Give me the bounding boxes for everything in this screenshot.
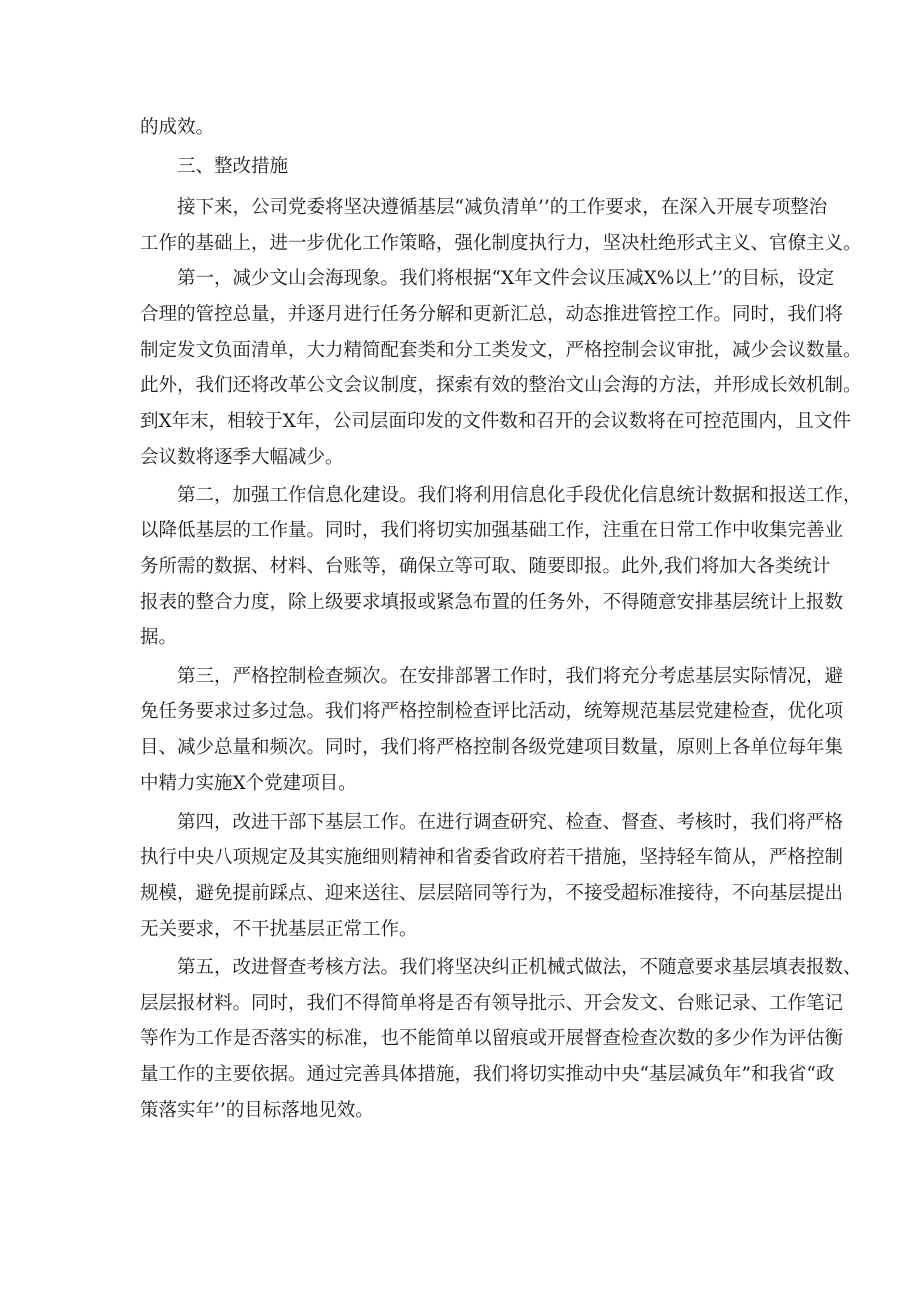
text-line-22: 规模，避免提前踩点、迎来送往、层层陪同等行为，不接受超标准接待，不向基层提出	[140, 883, 844, 904]
text-line-10: 会议数将逐季大幅减少。	[140, 447, 344, 468]
text-line-1: 的成效。	[140, 117, 215, 138]
text-line-15: 据。	[140, 627, 178, 648]
text-line-11: 第二，加强工作信息化建设。我们将利用信息化手段优化信息统计数据和报送工作，	[177, 485, 862, 506]
text-line-7: 制定发文负面清单，大力精简配套类和分工类发文，严格控制会议审批，减少会议数量。	[140, 340, 862, 361]
text-line-19: 中精力实施X个党建项目。	[140, 773, 357, 794]
text-line-5: 第一，减少文山会海现象。我们将根据“X年文件会议压减X%以上’’的目标，设定	[177, 268, 835, 289]
text-line-25: 层层报材料。同时，我们不得简单将是否有领导批示、开会发文、台账记录、工作笔记	[140, 993, 844, 1014]
text-line-21: 执行中央八项规定及其实施细则精神和省委省政府若干措施，坚持轻车简从，严格控制	[140, 847, 844, 868]
text-line-27: 量工作的主要依据。通过完善具体措施，我们将切实推动中央“基层减负年”和我省“政	[140, 1064, 835, 1085]
section-heading: 三、整改措施	[177, 156, 289, 177]
text-line-26: 等作为工作是否落实的标准，也不能简单以留痕或开展督查检查次数的多少作为评估衡	[140, 1028, 844, 1049]
text-line-9: 到X年末，相较于X年，公司层面印发的文件数和召开的会议数将在可控范围内，且文件	[140, 411, 851, 432]
text-line-3: 接下来，公司党委将坚决遵循基层“减负清单’’的工作要求，在深入开展专项整治	[177, 197, 828, 218]
text-line-16: 第三，严格控制检查频次。在安排部署工作时，我们将充分考虑基层实际情况，避	[177, 666, 844, 687]
text-line-18: 目、减少总量和频次。同时，我们将严格控制各级党建项目数量，原则上各单位每年集	[140, 737, 844, 758]
text-line-23: 无关要求，不干扰基层正常工作。	[140, 919, 418, 940]
text-line-12: 以降低基层的工作量。同时，我们将切实加强基础工作，注重在日常工作中收集完善业	[140, 520, 844, 541]
text-line-14: 报表的整合力度，除上级要求填报或紧急布置的任务外，不得随意安排基层统计上报数	[140, 592, 844, 613]
text-line-28: 策落实年’’的目标落地见效。	[140, 1100, 374, 1121]
text-line-17: 免任务要求过多过急。我们将严格控制检查评比活动，统筹规范基层党建检查，优化项	[140, 701, 844, 722]
text-line-24: 第五，改进督查考核方法。我们将坚决纠正机械式做法，不随意要求基层填表报数、	[177, 957, 862, 978]
text-line-4: 工作的基础上，进一步优化工作策略，强化制度执行力，坚决杜绝形式主义、官僚主义。	[140, 233, 862, 254]
text-line-13: 务所需的数据、材料、台账等，确保立等可取、随要即报。此外,我们将加大各类统计	[140, 556, 831, 577]
text-line-20: 第四，改进干部下基层工作。在进行调查研究、检查、督查、考核时，我们将严格	[177, 812, 844, 833]
text-line-6: 合理的管控总量，并逐月进行任务分解和更新汇总，动态推进管控工作。同时，我们将	[140, 304, 844, 325]
text-line-8: 此外，我们还将改革公文会议制度，探索有效的整治文山会海的方法，并形成长效机制。	[140, 375, 862, 396]
